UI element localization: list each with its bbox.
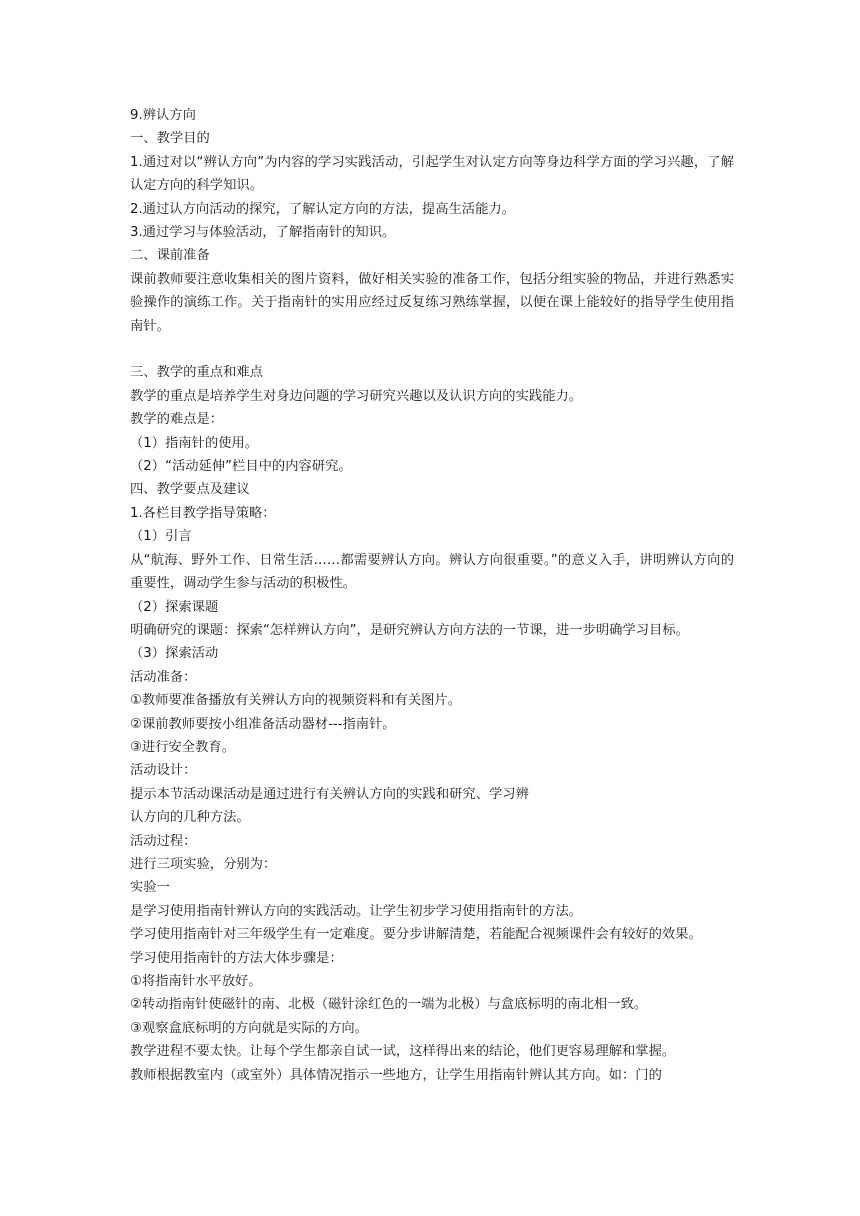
section-heading: 二、课前准备 (130, 248, 210, 264)
list-item: ②课前教师要按小组准备活动器材---指南针。 (130, 716, 396, 732)
section-heading: 三、教学的重点和难点 (130, 365, 263, 381)
list-item: （2）“活动延伸”栏目中的内容研究。 (130, 459, 352, 475)
paragraph: 进行三项实验，分别为： (130, 856, 277, 872)
list-item: ①教师要准备播放有关辨认方向的视频资料和有关图片。 (130, 693, 462, 709)
paragraph: 是学习使用指南针辨认方向的实践活动。让学生初步学习使用指南针的方法。 (130, 903, 583, 919)
paragraph: 提示本节活动课活动是通过进行有关辨认方向的实践和研究、学习辨 (130, 786, 529, 802)
section-heading: 一、教学目的 (130, 131, 210, 147)
paragraph: 从“航海、野外工作、日常生活……都需要辨认方向。辨认方向很重要。”的意义入手，讲明辨认方向的重要性，调动学生参与活动的积极性。 (130, 552, 734, 592)
paragraph: 明确研究的课题：探索“怎样辨认方向”，是研究辨认方向方法的一节课，进一步明确学习目标。 (130, 622, 689, 638)
paragraph: 活动设计： (130, 763, 197, 779)
subsection-heading: （2）探索课题 (130, 599, 219, 615)
document-body (130, 104, 734, 1087)
lesson-title: 9.辨认方向 (130, 108, 196, 123)
paragraph: 教学进程不要太快。让每个学生都亲自试一试，这样得出来的结论，他们更容易理解和掌握。 (130, 1044, 676, 1060)
paragraph: 教学的难点是： (130, 412, 224, 428)
paragraph: 认方向的几种方法。 (130, 810, 250, 826)
list-item: （1）指南针的使用。 (130, 435, 259, 451)
paragraph: 学习使用指南针的方法大体步骤是： (130, 950, 343, 966)
paragraph: 教师根据教室内（或室外）具体情况指示一些地方，让学生用指南针辨认其方向。如：门的 (130, 1067, 662, 1083)
paragraph: 1.通过对以“辨认方向”为内容的学习实践活动，引起学生对认定方向等身边科学方面的学习兴趣，了解认定方向的科学知识。 (130, 154, 734, 194)
paragraph: 活动过程： (130, 833, 197, 849)
list-item: ③观察盒底标明的方向就是实际的方向。 (130, 1020, 368, 1036)
list-item: ③进行安全教育。 (130, 739, 235, 755)
section-heading: 四、教学要点及建议 (130, 482, 250, 498)
paragraph: 教学的重点是培养学生对身边问题的学习研究兴趣以及认识方向的实践能力。 (130, 388, 583, 404)
subsection-heading: （3）探索活动 (130, 646, 219, 662)
paragraph: 活动准备： (130, 669, 197, 685)
paragraph: 学习使用指南针对三年级学生有一定难度。要分步讲解清楚，若能配合视频课件会有较好的效果。 (130, 927, 702, 943)
blank-line (130, 338, 734, 361)
list-item: ②转动指南针使磁针的南、北极（磁针涂红色的一端为北极）与盒底标明的南北相一致。 (130, 997, 648, 1013)
subsection-heading: 1.各栏目教学指导策略： (130, 505, 276, 521)
paragraph: 课前教师要注意收集相关的图片资料，做好相关实验的准备工作，包括分组实验的物品，并进行熟悉实验操作的演练工作。关于指南针的实用应经过反复练习熟练掌握，以便在课上能较好的指导学生使用指南针。 (130, 271, 734, 334)
list-item: ①将指南针水平放好。 (130, 974, 262, 990)
subsection-heading: （1）引言 (130, 529, 192, 545)
paragraph: 3.通过学习与体验活动，了解指南针的知识。 (130, 225, 396, 241)
paragraph: 实验一 (130, 880, 170, 896)
paragraph: 2.通过认方向活动的探究，了解认定方向的方法，提高生活能力。 (130, 201, 515, 217)
